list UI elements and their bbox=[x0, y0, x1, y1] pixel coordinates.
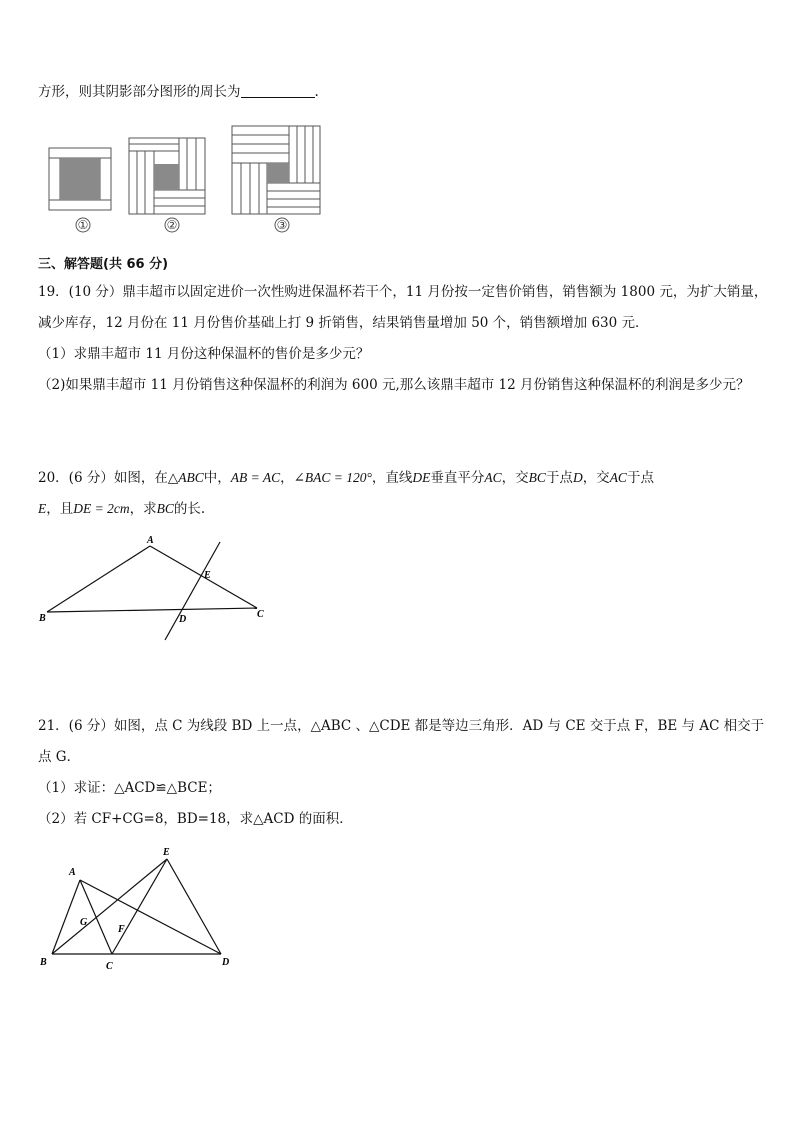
line-de bbox=[165, 542, 220, 640]
label-d: D bbox=[179, 614, 187, 625]
q20-text: 于点 bbox=[545, 470, 573, 486]
caption-3: ③ bbox=[276, 218, 288, 232]
q20-text: 于点 bbox=[626, 470, 654, 486]
q20-text: ，直线 bbox=[371, 470, 413, 486]
shaded-square bbox=[267, 163, 289, 183]
answer-blank bbox=[241, 84, 315, 98]
q21-triangles-figure bbox=[35, 842, 255, 977]
shaded-square bbox=[60, 158, 100, 200]
label-c: C bbox=[257, 609, 264, 620]
label-g: G bbox=[80, 917, 88, 928]
q20-text: ，求 bbox=[129, 501, 157, 517]
q20-math: AB = AC bbox=[230, 470, 281, 485]
label-e: E bbox=[163, 847, 170, 858]
shaded-square bbox=[154, 164, 179, 190]
q20-line-1 bbox=[38, 469, 654, 487]
q20-math: ∠BAC = 120° bbox=[293, 470, 372, 485]
q20-text: ，交 bbox=[582, 470, 610, 486]
q18-tail-text: 方形，则其阴影部分图形的周长为 bbox=[38, 84, 241, 100]
q20-text: ，且 bbox=[46, 501, 74, 517]
caption-2: ② bbox=[166, 218, 178, 232]
label-e: E bbox=[204, 570, 211, 581]
section-title: 三、解答题(共 66 分) bbox=[38, 257, 169, 272]
q20-text: ， bbox=[280, 470, 294, 486]
q20-math: D bbox=[572, 470, 583, 485]
q19-line-2: 减少库存，12 月份在 11 月份售价基础上打 9 折销售，结果销售量增加 50 个，销售额增加 630 元． bbox=[38, 315, 649, 331]
q20-triangle-figure bbox=[35, 530, 275, 650]
label-a: A bbox=[147, 535, 154, 546]
q18-tail-end: . bbox=[314, 84, 319, 100]
q19-part-1: （1）求鼎丰超市 11 月份这种保温杯的售价是多少元？ bbox=[38, 346, 370, 362]
q20-text: ，交 bbox=[501, 470, 529, 486]
side-bc bbox=[47, 608, 257, 612]
q20-math: △ABC bbox=[167, 470, 204, 485]
q18-figure-1 bbox=[45, 112, 115, 232]
q20-text: 中， bbox=[203, 470, 231, 486]
label-c: C bbox=[106, 961, 113, 972]
q20-text: 垂直平分 bbox=[430, 470, 485, 486]
side-ce bbox=[112, 859, 167, 954]
q21-part-1: （1）求证：△ACD≌△BCE； bbox=[38, 780, 221, 796]
q21-line-2: 点 G． bbox=[38, 749, 81, 765]
q20-math: E bbox=[38, 501, 47, 516]
q20-math: DE = 2cm bbox=[73, 501, 130, 516]
label-f: F bbox=[118, 924, 125, 935]
q20-math: BC bbox=[528, 470, 546, 485]
label-b: B bbox=[39, 613, 46, 624]
label-d: D bbox=[222, 957, 230, 968]
q20-text: 20．(6 分）如图，在 bbox=[38, 470, 168, 486]
side-ab bbox=[47, 546, 150, 612]
label-b: B bbox=[40, 957, 47, 968]
q21-part-2: （2）若 CF+CG=8，BD=18，求△ACD 的面积． bbox=[38, 811, 353, 827]
q20-math: BC bbox=[156, 501, 174, 516]
label-a: A bbox=[69, 867, 76, 878]
q20-math: DE bbox=[412, 470, 431, 485]
q18-figure-3 bbox=[228, 112, 328, 232]
q21-line-1: 21．(6 分）如图，点 C 为线段 BD 上一点，△ABC 、△CDE 都是等边三角形．AD 与 CE 交于点 F，BE 与 AC 相交于 bbox=[38, 718, 765, 734]
q18-tail-line bbox=[38, 83, 319, 101]
q20-text: 的长. bbox=[173, 501, 206, 517]
q18-figure-2 bbox=[125, 112, 215, 232]
q19-part-2: （2)如果鼎丰超市 11 月份销售这种保温杯的利润为 600 元,那么该鼎丰超市 12 月份销售这种保温杯的利润是多少元？ bbox=[38, 377, 750, 393]
q19-line-1: 19．(10 分）鼎丰超市以固定进价一次性购进保温杯若干个，11 月份按一定售价销售，销售额为 1800 元，为扩大销量， bbox=[38, 284, 768, 300]
q20-line-2 bbox=[38, 500, 205, 518]
caption-1: ① bbox=[77, 218, 89, 232]
q20-math: AC bbox=[484, 470, 502, 485]
q20-math: AC bbox=[609, 470, 627, 485]
